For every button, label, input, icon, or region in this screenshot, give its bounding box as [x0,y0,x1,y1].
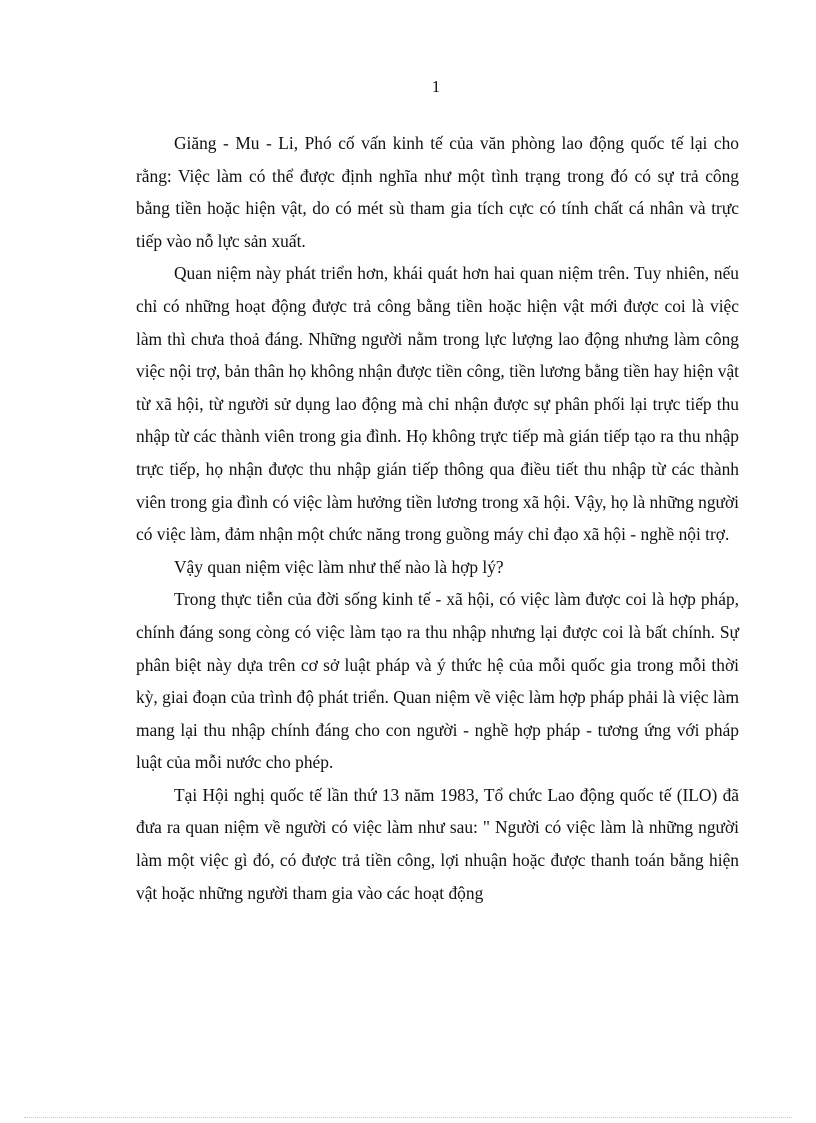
paragraph-3: Vậy quan niệm việc làm như thế nào là hợp lý? [174,556,504,577]
page-number: 1 [431,77,441,96]
paragraph-1: Giăng - Mu - Li, Phó cố vấn kinh tế của văn phòng lao động quốc tế lại cho rằng: Việc làm có thể được định nghĩa như một tình trạng trong đó có sự trả công bằng tiền hoặc hiện vật, do có mét sù tham gia tích cực có tính chất cá nhân và trực tiếp vào nỗ lực sản xuất. [136,133,739,251]
paragraph-5: Tại Hội nghị quốc tế lần thứ 13 năm 1983, Tổ chức Lao động quốc tế (ILO) đã đưa ra quan niệm về người có việc làm như sau: " Người có việc làm là những người làm một việc gì đó, có được trả tiền công, lợi nhuận hoặc được thanh toán bằng hiện vật hoặc những người tham gia vào các hoạt động [136,784,739,903]
paragraph-2: Quan niệm này phát triển hơn, khái quát hơn hai quan niệm trên. Tuy nhiên, nếu chỉ có những hoạt động được trả công bằng tiền hoặc hiện vật mới được coi là việc làm thì chưa thoả đáng. Những người nằm trong lực lượng lao động nhưng làm công việc nội trợ, bản thân họ không nhận được tiền công, tiền lương bằng tiền hay hiện vật từ xã hội, từ người sử dụng lao động mà chỉ nhận được sự phân phối lại trực tiếp thu nhập từ các thành viên trong gia đình. Họ không trực tiếp mà gián tiếp tạo ra thu nhập trực tiếp, họ nhận được thu nhập gián tiếp thông qua điều tiết thu nhập từ các thành viên trong gia đình có việc làm hưởng tiền lương trong xã hội. Vậy, họ là những người có việc làm, đảm nhận một chức năng trong guồng máy chỉ đạo xã hội - nghề nội trợ. [136,263,739,545]
paragraph-4: Trong thực tiễn của đời sống kinh tế - xã hội, có việc làm được coi là hợp pháp, chính đáng song còng có việc làm tạo ra thu nhập nhưng lại được coi là bất chính. Sự phân biệt này dựa trên cơ sở luật pháp và ý thức hệ của mỗi quốc gia trong mỗi thời kỳ, giai đoạn của trình độ phát triển. Quan niệm về việc làm hợp pháp phải là việc làm mang lại thu nhập chính đáng cho con người - nghề hợp pháp - tương ứng với pháp luật của mỗi nước cho phép. [136,589,739,773]
page-bottom-divider [24,1117,792,1118]
body-text [136,127,739,909]
